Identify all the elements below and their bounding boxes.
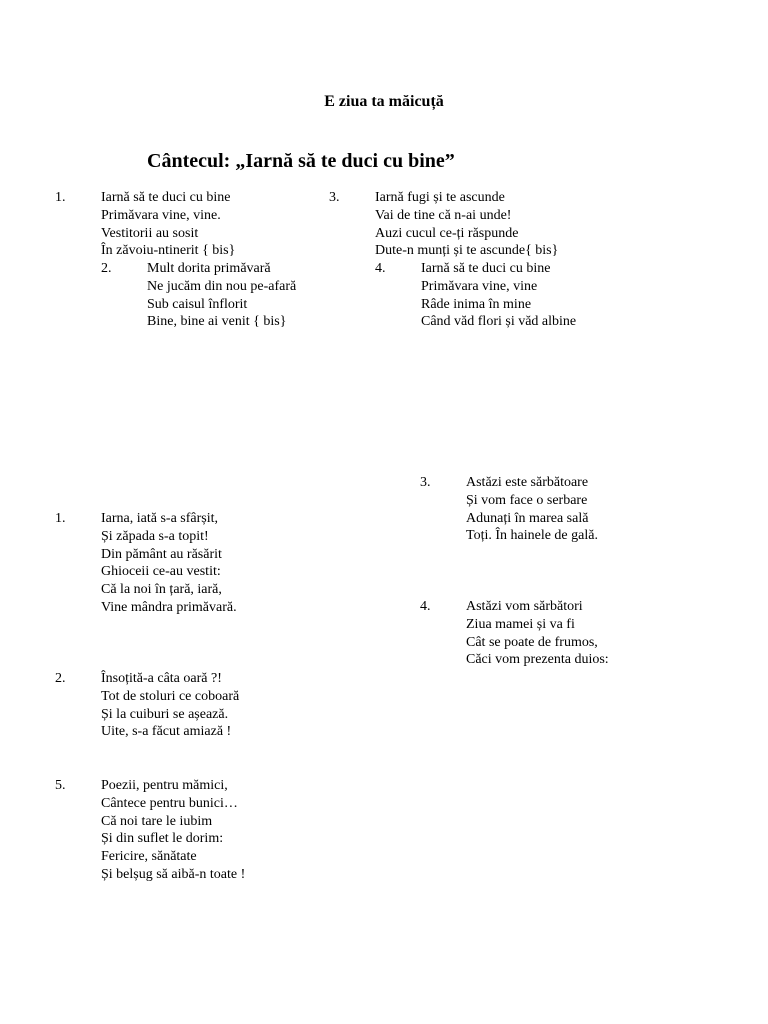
stanza-line: Și din suflet le dorim: — [101, 831, 224, 847]
stanza-line: Fericire, sănătate — [101, 849, 197, 865]
stanza-lines — [147, 260, 296, 331]
stanza-line: În zăvoiu-ntinerit { bis} — [101, 243, 236, 259]
stanza-line: Ne jucăm din nou pe-afară — [147, 278, 297, 294]
stanza-number: 1. — [55, 190, 66, 205]
stanza-line: Auzi cucul ce-ți răspunde — [375, 225, 519, 241]
stanza-line: Dute-n munți și te ascunde{ bis} — [375, 243, 559, 259]
stanza-lines — [101, 670, 239, 741]
stanza-line: Poezii, pentru mămici, — [101, 778, 228, 793]
stanza-lines — [101, 510, 237, 617]
stanza-line: Iarnă să te duci cu bine — [101, 190, 231, 205]
stanza-line: Cât se poate de frumos, — [466, 634, 598, 650]
stanza-number: 3. — [329, 190, 340, 205]
stanza-line: Iarnă fugi și te ascunde — [375, 190, 505, 205]
stanza-line: Astăzi vom sărbători — [466, 599, 583, 614]
stanza-number: 5. — [55, 778, 66, 793]
stanza-line: Vai de tine că n-ai unde! — [375, 207, 512, 223]
stanza-lines — [421, 260, 576, 331]
stanza-line: Adunați în marea sală — [466, 510, 589, 526]
stanza-number: 2. — [55, 671, 66, 686]
stanza-line: Mult dorita primăvară — [147, 261, 271, 276]
stanza-number: 3. — [420, 475, 431, 490]
stanza-line: Când văd flori și văd albine — [421, 314, 577, 330]
stanza-line: Vine mândra primăvară. — [101, 599, 237, 615]
stanza-line: Însoțită-a câta oară ?! — [101, 671, 222, 686]
stanza-line: Și zăpada s-a topit! — [101, 528, 209, 544]
stanza-line: Și vom face o serbare — [466, 492, 588, 508]
stanza-line: Și belșug să aibă-n toate ! — [101, 866, 246, 882]
stanza-lines — [375, 189, 558, 260]
stanza-line: Ziua mamei și va fi — [466, 616, 575, 632]
stanza-line: Bine, bine ai venit { bis} — [147, 314, 287, 330]
stanza-line: Primăvara vine, vine — [421, 278, 538, 294]
stanza-line: Căci vom prezenta duios: — [466, 652, 609, 668]
stanza-line: Toți. În hainele de gală. — [466, 528, 598, 544]
document-title: E ziua ta măicuță — [324, 93, 444, 110]
stanza-line: Râde inima în mine — [421, 296, 532, 312]
stanza-line: Cântece pentru bunici… — [101, 795, 238, 811]
stanza-line: Vestitorii au sosit — [101, 225, 199, 241]
stanza-line: Că noi tare le iubim — [101, 813, 213, 829]
stanza-line: Uite, s-a făcut amiază ! — [101, 724, 232, 740]
stanza-lines — [466, 598, 609, 669]
stanza-line: Sub caisul înflorit — [147, 296, 248, 312]
stanza-line: Ghioceii ce-au vestit: — [101, 564, 221, 580]
stanza-number: 1. — [55, 511, 66, 526]
stanza-lines — [101, 777, 245, 884]
stanza-number: 2. — [101, 261, 112, 276]
stanza-line: Din pământ au răsărit — [101, 546, 222, 562]
stanza-line: Astăzi este sărbătoare — [466, 475, 589, 490]
stanza-line: Iarna, iată s-a sfârșit, — [101, 511, 218, 526]
stanza-line: Primăvara vine, vine. — [101, 207, 221, 223]
stanza-lines — [466, 474, 598, 545]
stanza-line: Tot de stoluri ce coboară — [101, 688, 240, 704]
stanza-line: Că la noi în țară, iară, — [101, 582, 222, 598]
song-title: Cântecul: „Iarnă să te duci cu bine” — [147, 150, 455, 172]
stanza-line: Și la cuiburi se așează. — [101, 706, 229, 722]
stanza-lines — [101, 189, 235, 260]
stanza-line: Iarnă să te duci cu bine — [421, 261, 551, 276]
stanza-number: 4. — [375, 261, 386, 276]
stanza-number: 4. — [420, 599, 431, 614]
